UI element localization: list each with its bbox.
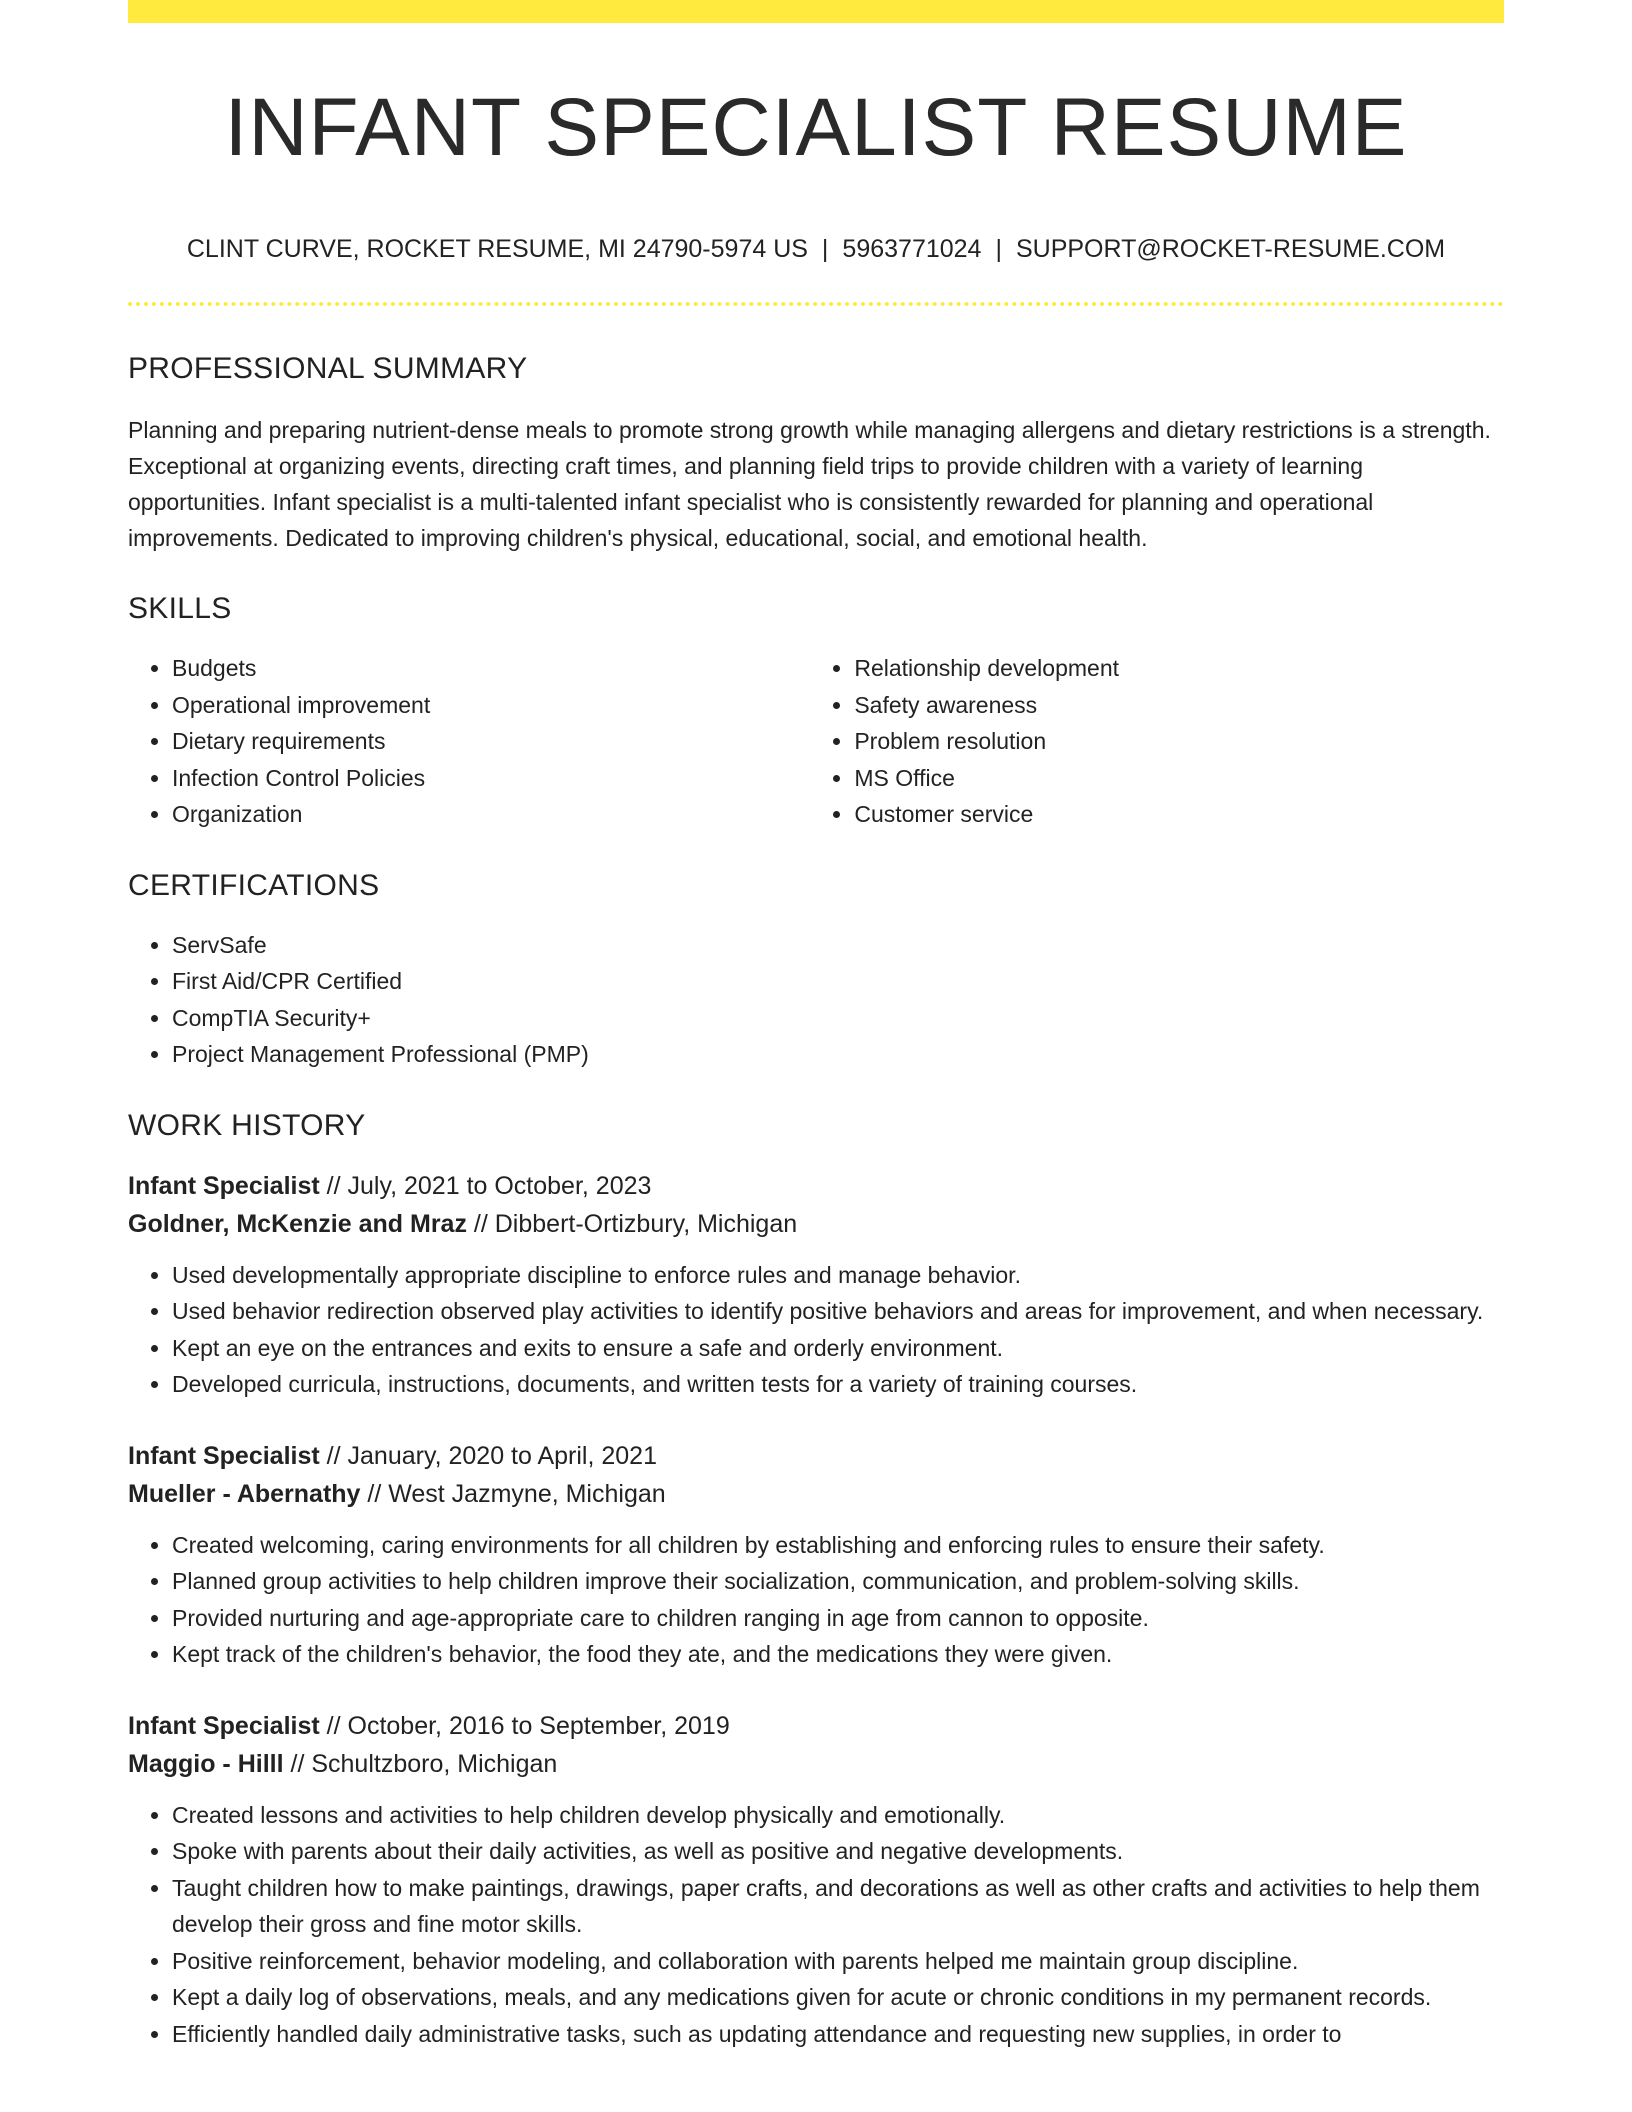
skills-section bbox=[128, 592, 1504, 833]
summary-section bbox=[128, 352, 1504, 556]
job-location: // Dibbert-Ortizbury, Michigan bbox=[473, 1209, 798, 1238]
skill-item: • Problem resolution bbox=[854, 723, 1504, 760]
certification-item: • Project Management Professional (PMP) bbox=[172, 1036, 1504, 1073]
job-company-line bbox=[128, 1475, 1504, 1513]
job-entry bbox=[128, 1707, 1504, 2053]
certification-item: • CompTIA Security+ bbox=[172, 1000, 1504, 1037]
job-entry bbox=[128, 1167, 1504, 1403]
job-dates: // January, 2020 to April, 2021 bbox=[326, 1441, 657, 1470]
job-company-line bbox=[128, 1205, 1504, 1243]
job-bullet: • Created lessons and activities to help children develop physically and emotionally. bbox=[172, 1797, 1504, 1834]
contact-line bbox=[128, 235, 1504, 264]
certifications-list bbox=[128, 927, 1504, 1073]
job-bullet: • Kept an eye on the entrances and exits to ensure a safe and orderly environment. bbox=[172, 1330, 1504, 1367]
job-bullet: • Taught children how to make paintings, drawings, paper crafts, and decorations as well as other crafts and activities to help them develop their gross and fine motor skills. bbox=[172, 1870, 1504, 1943]
job-bullet: • Planned group activities to help children improve their socialization, communication, and problem-solving skills. bbox=[172, 1563, 1504, 1600]
job-bullet: • Efficiently handled daily administrative tasks, such as updating attendance and requesting new supplies, in order to bbox=[172, 2016, 1504, 2053]
job-bullets bbox=[128, 1527, 1504, 1673]
job-company-line bbox=[128, 1745, 1504, 1783]
job-title-line bbox=[128, 1437, 1504, 1475]
skill-item: • Budgets bbox=[172, 650, 810, 687]
job-company: Goldner, McKenzie and Mraz bbox=[128, 1209, 467, 1238]
skill-item: • Organization bbox=[172, 796, 810, 833]
resume-page bbox=[128, 0, 1504, 2052]
contact-phone: 5963771024 bbox=[842, 235, 982, 264]
skill-item: • Infection Control Policies bbox=[172, 760, 810, 797]
job-title-line bbox=[128, 1167, 1504, 1205]
job-bullet: • Developed curricula, instructions, documents, and written tests for a variety of training courses. bbox=[172, 1366, 1504, 1403]
job-bullets bbox=[128, 1797, 1504, 2053]
job-bullet: • Created welcoming, caring environments for all children by establishing and enforcing rules to ensure their safety. bbox=[172, 1527, 1504, 1564]
job-bullet: • Spoke with parents about their daily activities, as well as positive and negative developments. bbox=[172, 1833, 1504, 1870]
job-dates: // October, 2016 to September, 2019 bbox=[326, 1711, 730, 1740]
skill-item: • MS Office bbox=[854, 760, 1504, 797]
dotted-divider bbox=[128, 302, 1504, 306]
skills-columns bbox=[128, 650, 1504, 833]
job-title: Infant Specialist bbox=[128, 1441, 320, 1470]
contact-separator: | bbox=[995, 235, 1002, 264]
job-company: Mueller - Abernathy bbox=[128, 1479, 361, 1508]
job-location: // West Jazmyne, Michigan bbox=[367, 1479, 666, 1508]
certifications-section bbox=[128, 869, 1504, 1073]
job-bullets bbox=[128, 1257, 1504, 1403]
resume-title: INFANT SPECIALIST RESUME bbox=[224, 82, 1408, 173]
contact-email: SUPPORT@ROCKET-RESUME.COM bbox=[1015, 235, 1446, 264]
skill-item: • Safety awareness bbox=[854, 687, 1504, 724]
certification-item: • ServSafe bbox=[172, 927, 1504, 964]
job-bullet: • Provided nurturing and age-appropriate care to children ranging in age from cannon to opposite. bbox=[172, 1600, 1504, 1637]
summary-text: Planning and preparing nutrient-dense meals to promote strong growth while managing allergens and dietary restrictions is a strength. Exceptional at organizing events, directing craft times, and planning field trips to provide children with a variety of learning opportunities. Infant specialist is a multi-talented infant specialist who is consistently rewarded for planning and operational improvements. Dedicated to improving children's physical, educational, social, and emotional health. bbox=[128, 417, 1491, 552]
summary-heading: PROFESSIONAL SUMMARY bbox=[128, 352, 528, 386]
job-entry bbox=[128, 1437, 1504, 1673]
job-bullet: • Used developmentally appropriate discipline to enforce rules and manage behavior. bbox=[172, 1257, 1504, 1294]
skills-heading: SKILLS bbox=[128, 592, 232, 626]
job-title: Infant Specialist bbox=[128, 1171, 320, 1200]
skill-item: • Relationship development bbox=[854, 650, 1504, 687]
skill-item: • Dietary requirements bbox=[172, 723, 810, 760]
job-dates: // July, 2021 to October, 2023 bbox=[326, 1171, 652, 1200]
job-bullet: • Kept track of the children's behavior, the food they ate, and the medications they were given. bbox=[172, 1636, 1504, 1673]
job-title-line bbox=[128, 1707, 1504, 1745]
certification-item: • First Aid/CPR Certified bbox=[172, 963, 1504, 1000]
job-bullet: • Used behavior redirection observed play activities to identify positive behaviors and areas for improvement, and when necessary. bbox=[172, 1293, 1504, 1330]
job-location: // Schultzboro, Michigan bbox=[290, 1749, 558, 1778]
job-title: Infant Specialist bbox=[128, 1711, 320, 1740]
job-bullet: • Positive reinforcement, behavior modeling, and collaboration with parents helped me maintain group discipline. bbox=[172, 1943, 1504, 1980]
certifications-heading: CERTIFICATIONS bbox=[128, 868, 380, 902]
job-company: Maggio - Hilll bbox=[128, 1749, 284, 1778]
work-history-heading: WORK HISTORY bbox=[128, 1108, 366, 1142]
accent-bar bbox=[128, 0, 1504, 23]
skills-list-right bbox=[810, 650, 1504, 833]
contact-separator: | bbox=[821, 235, 829, 264]
contact-address: CLINT CURVE, ROCKET RESUME, MI 24790-5974 US bbox=[186, 235, 808, 264]
work-history-section bbox=[128, 1109, 1504, 2053]
skills-list-left bbox=[128, 650, 810, 833]
skill-item: • Customer service bbox=[854, 796, 1504, 833]
skill-item: • Operational improvement bbox=[172, 687, 810, 724]
job-bullet: • Kept a daily log of observations, meals, and any medications given for acute or chronic conditions in my permanent records. bbox=[172, 1979, 1504, 2016]
